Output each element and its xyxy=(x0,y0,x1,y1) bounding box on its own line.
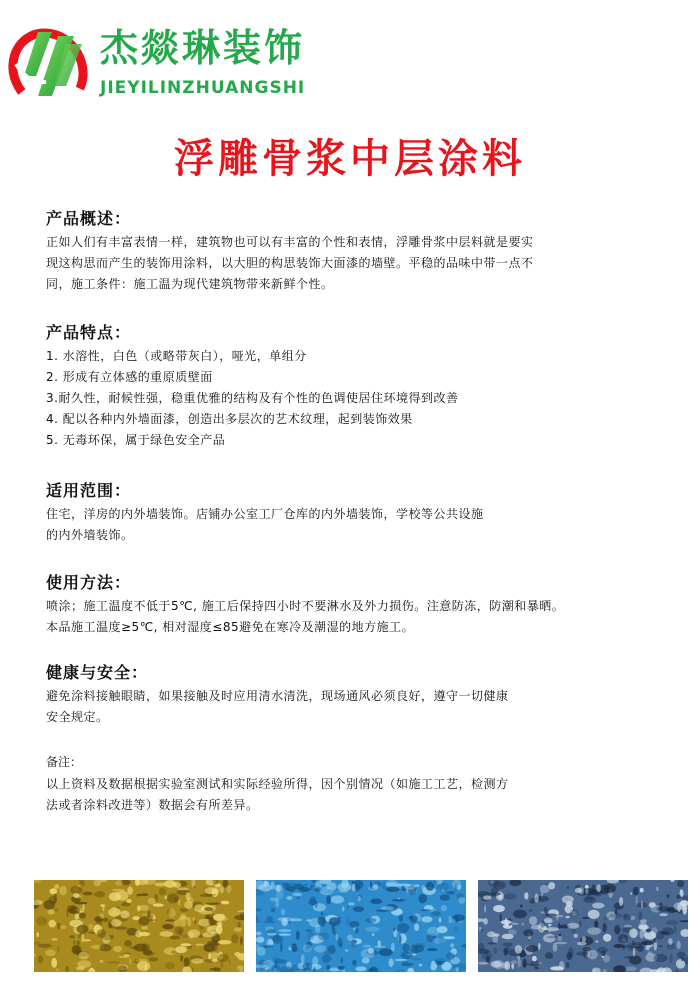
note-heading: 备注： xyxy=(46,755,83,769)
safety-heading: 健康与安全： xyxy=(46,663,149,682)
brand-name-pinyin: JIEYILINZHUANGSHI xyxy=(100,78,306,98)
brand-name-chinese: 杰燚琳装饰 xyxy=(100,26,306,70)
note-line: 法或者涂料改进等）数据会有所差异。 xyxy=(46,798,259,812)
overview-heading: 产品概述： xyxy=(46,209,132,228)
safety-section xyxy=(46,662,676,728)
overview-line: 同，施工条件：施工温为现代建筑物带来新鲜个性。 xyxy=(46,277,334,291)
note-line: 以上资料及数据根据实验室测试和实际经验所得，因个别情况（如施工工艺，检测方 xyxy=(46,777,509,791)
scope-section xyxy=(46,480,676,546)
features-heading: 产品特点： xyxy=(46,323,132,342)
safety-line: 安全规定。 xyxy=(46,710,109,724)
feature-item: 4. 配以各种内外墙面漆，创造出多层次的艺术纹理，起到装饰效果 xyxy=(46,412,413,426)
texture-swatch-gold xyxy=(34,880,244,972)
overview-line: 现这构思而产生的装饰用涂料，以大胆的构思装饰大面漆的墙壁。平稳的品味中带一点不 xyxy=(46,256,534,270)
feature-item: 1. 水溶性，白色（或略带灰白），哑光，单组分 xyxy=(46,349,307,363)
note-section xyxy=(46,752,676,816)
brand-logo xyxy=(8,24,90,112)
safety-line: 避免涂料接触眼睛，如果接触及时应用清水清洗，现场通风必须良好，遵守一切健康 xyxy=(46,689,509,703)
feature-item: 5. 无毒环保，属于绿色安全产品 xyxy=(46,433,226,447)
scope-line: 的内外墙装饰。 xyxy=(46,528,134,542)
overview-section xyxy=(46,208,676,295)
features-section xyxy=(46,322,676,451)
texture-swatch-blue xyxy=(256,880,466,972)
texture-swatch-slate xyxy=(478,880,688,972)
usage-section xyxy=(46,572,676,638)
usage-line: 本品施工温度≥5℃, 相对湿度≤85避免在寒冷及潮湿的地方施工。 xyxy=(46,620,415,634)
scope-heading: 适用范围： xyxy=(46,481,132,500)
usage-line: 喷涂；施工温度不低于5℃, 施工后保持四小时不要淋水及外力损伤。注意防冻，防潮和暴晒。 xyxy=(46,599,565,613)
feature-item: 3.耐久性，耐候性强，稳重优雅的结构及有个性的色调使居住环境得到改善 xyxy=(46,391,459,405)
scope-line: 住宅，洋房的内外墙装饰。店铺办公室工厂仓库的内外墙装饰，学校等公共设施 xyxy=(46,507,484,521)
feature-item: 2. 形成有立体感的重原质壁面 xyxy=(46,370,213,384)
overview-line: 正如人们有丰富表情一样，建筑物也可以有丰富的个性和表情，浮雕骨浆中层料就是要实 xyxy=(46,235,534,249)
page-title: 浮雕骨浆中层涂料 xyxy=(174,136,526,182)
usage-heading: 使用方法： xyxy=(46,573,132,592)
